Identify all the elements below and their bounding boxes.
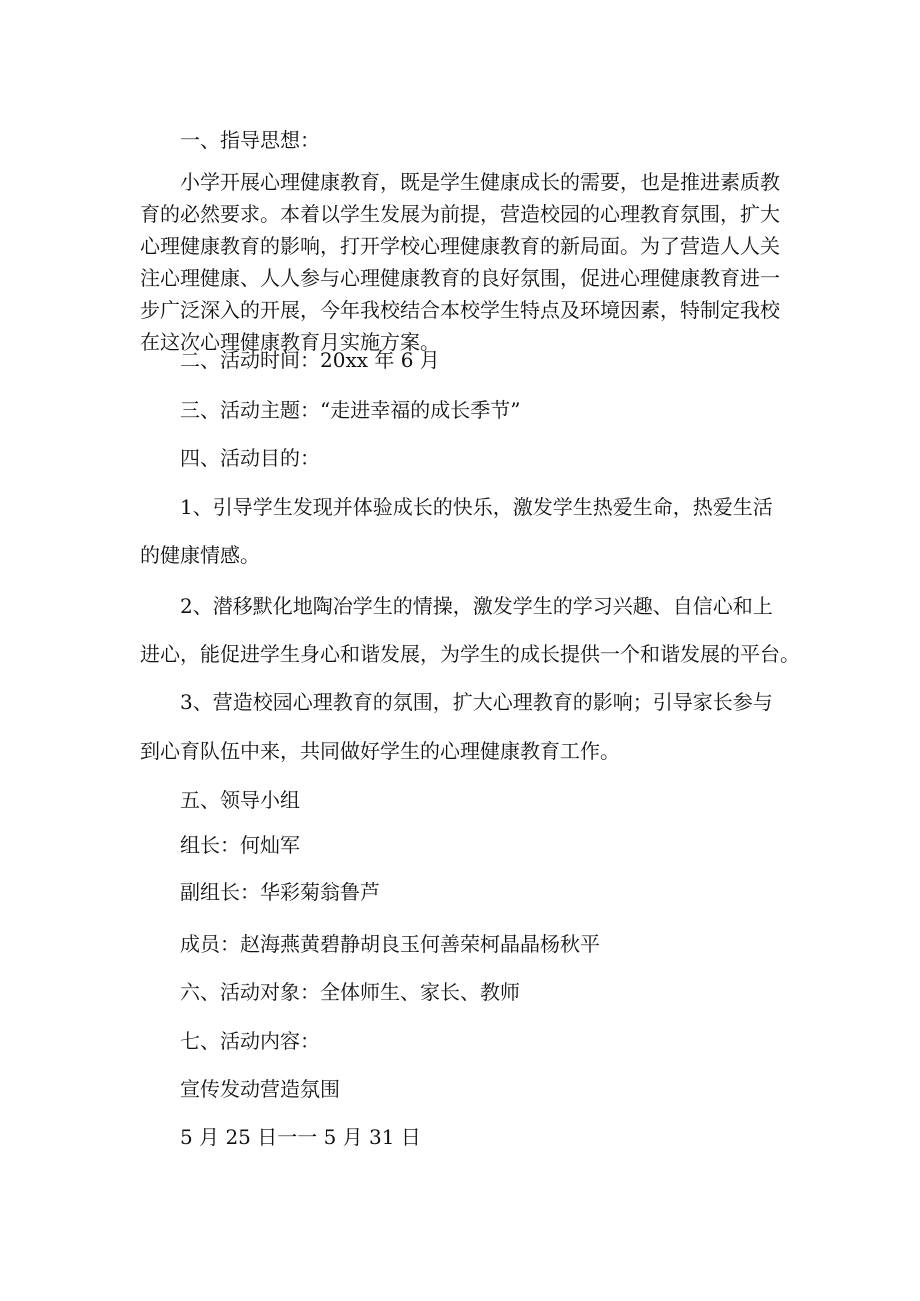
section7-dates: 5 月 25 日一一 5 月 31 日 — [180, 1125, 421, 1149]
paragraph-line: 在这次心理健康教育月实施方案。 — [140, 330, 440, 354]
section7-heading: 七、活动内容： — [180, 1029, 320, 1053]
purpose-item-1-line1: 1、引导学生发现并体验成长的快乐，激发学生热爱生命，热爱生活 — [180, 495, 773, 519]
section3-activity-theme: 三、活动主题：“走进幸福的成长季节” — [180, 398, 521, 422]
paragraph-line: 步广泛深入的开展，今年我校结合本校学生特点及环境因素，特制定我校 — [140, 298, 780, 322]
section1-heading: 一、指导思想： — [180, 128, 320, 152]
paragraph-line: 育的必然要求。本着以学生发展为前提，营造校园的心理教育氛围，扩大 — [140, 202, 780, 226]
group-vice-leader: 副组长：华彩菊翁鲁芦 — [180, 880, 380, 904]
section4-heading: 四、活动目的： — [180, 446, 320, 470]
section2-activity-time: 二、活动时间：20xx 年 6 月 — [180, 348, 440, 372]
purpose-item-3-line1: 3、营造校园心理教育的氛围，扩大心理教育的影响；引导家长参与 — [180, 690, 773, 714]
section5-heading: 五、领导小组 — [180, 788, 300, 812]
paragraph-line: 小学开展心理健康教育，既是学生健康成长的需要，也是推进素质教 — [180, 170, 780, 194]
section1-paragraph — [140, 170, 790, 362]
group-leader: 组长：何灿军 — [180, 833, 300, 857]
purpose-item-2-line1: 2、潜移默化地陶冶学生的情操，激发学生的学习兴趣、自信心和上 — [180, 594, 773, 618]
purpose-item-2-line2: 进心，能促进学生身心和谐发展，为学生的成长提供一个和谐发展的平台。 — [140, 642, 800, 666]
purpose-item-1-line2: 的健康情感。 — [140, 543, 260, 567]
paragraph-line: 心理健康教育的影响，打开学校心理健康教育的新局面。为了营造人人关 — [140, 234, 780, 258]
paragraph-line: 注心理健康、人人参与心理健康教育的良好氛围，促进心理健康教育进一 — [140, 266, 780, 290]
section6-activity-targets: 六、活动对象：全体师生、家长、教师 — [180, 980, 520, 1004]
section7-subheading: 宣传发动营造氛围 — [180, 1077, 340, 1101]
group-members: 成员：赵海燕黄碧静胡良玉何善荣柯晶晶杨秋平 — [180, 932, 600, 956]
purpose-item-3-line2: 到心育队伍中来，共同做好学生的心理健康教育工作。 — [140, 739, 620, 763]
